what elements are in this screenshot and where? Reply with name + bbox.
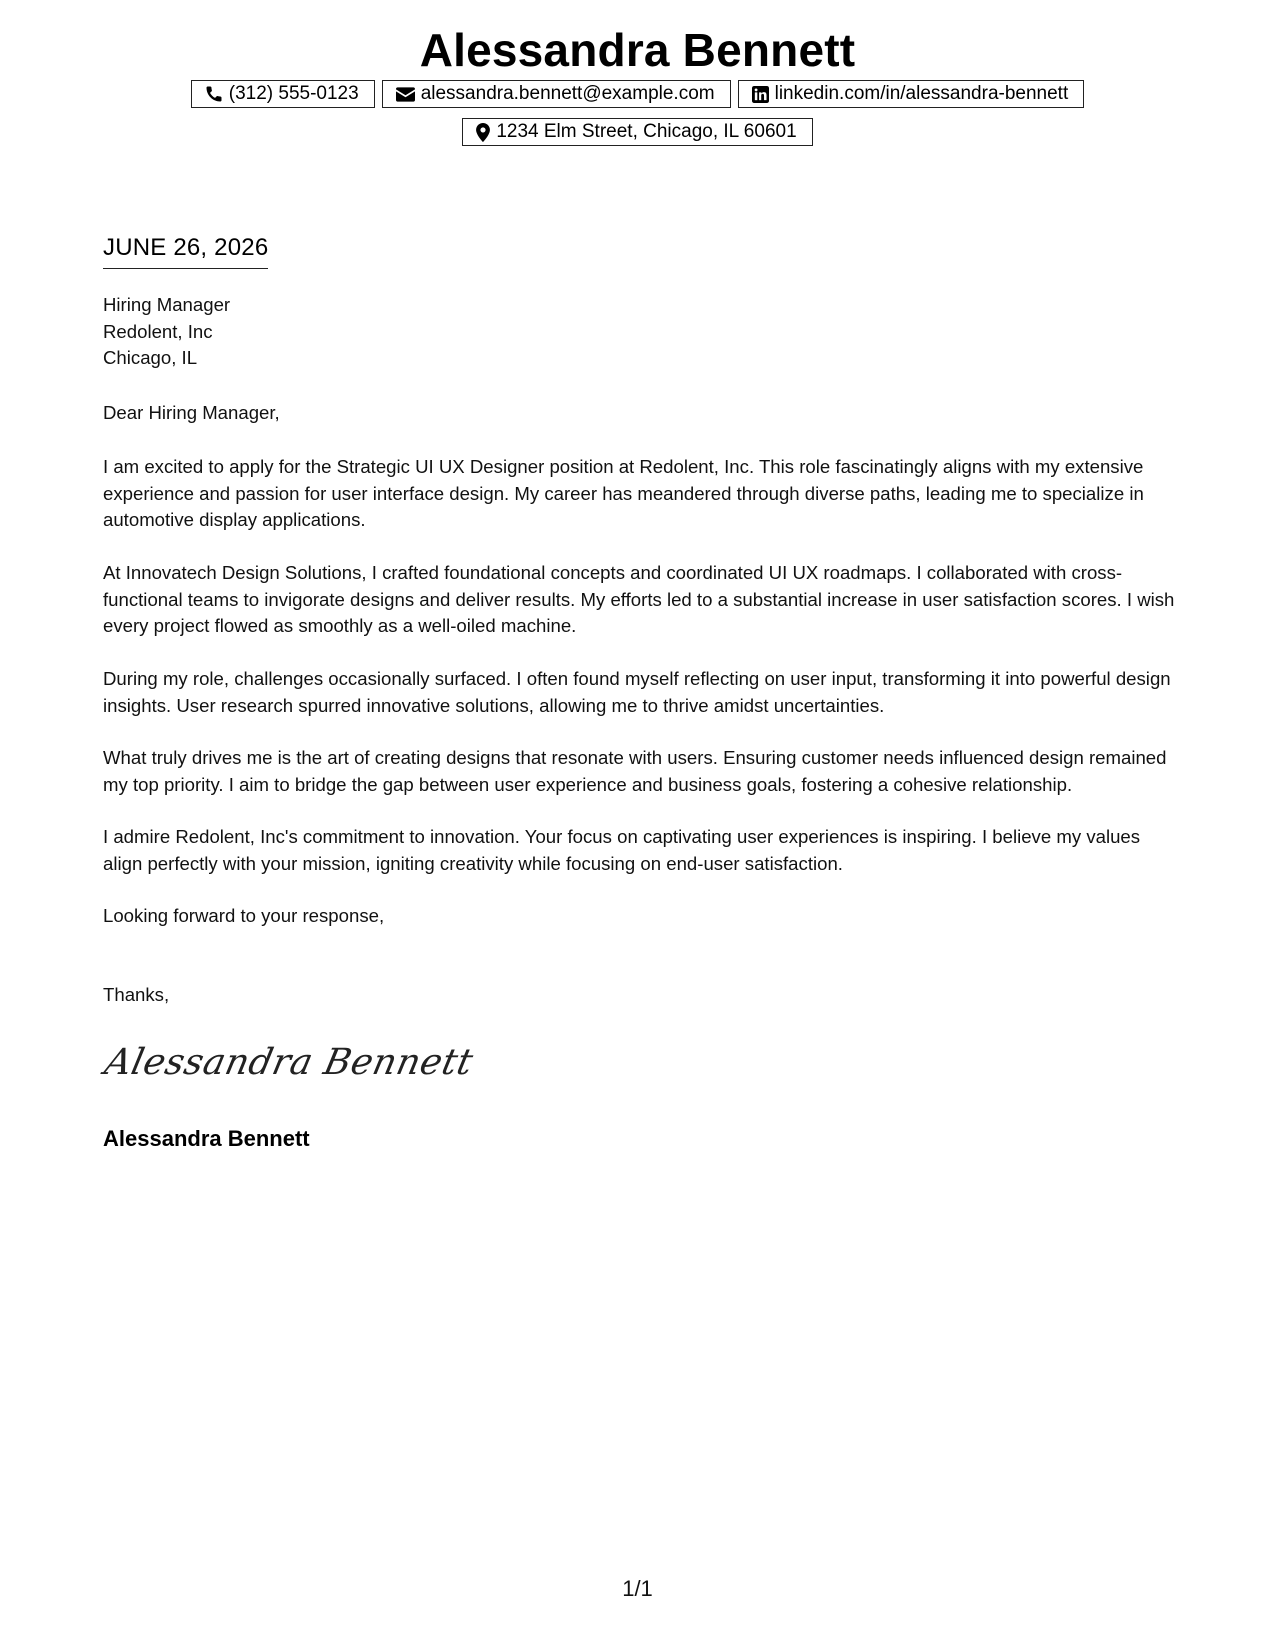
- paragraph: During my role, challenges occasionally surfaced. I often found myself reflecting on user input, transforming it into powerful design insights. User research spurred innovative solutions, allowing me to thrive amidst uncertainties.: [103, 668, 1171, 716]
- envelope-icon: [396, 87, 415, 102]
- contact-address[interactable]: [462, 118, 812, 146]
- sign-off: Thanks,: [103, 984, 170, 1005]
- recipient-company: Redolent, Inc: [103, 320, 213, 342]
- linkedin-text: linkedin.com/in/alessandra-bennett: [774, 83, 1069, 104]
- paragraph: What truly drives me is the art of creating designs that resonate with users. Ensuring customer needs influenced design remained my top priority. I aim to bridge the gap between user experience and business goals, fostering a cohesive relationship.: [103, 747, 1167, 795]
- paragraph: At Innovatech Design Solutions, I crafted foundational concepts and coordinated UI UX roadmaps. I collaborated with cross-functional teams to invigorate designs and deliver results. My efforts led to a substantial increase in user satisfaction scores. I wish every project flowed as smoothly as a well-oiled machine.: [103, 562, 1175, 636]
- page-number: 1/1: [622, 1576, 653, 1601]
- recipient-block: [103, 292, 1178, 372]
- contact-row-primary: [0, 80, 1275, 108]
- letter-date: JUNE 26, 2026: [103, 234, 268, 269]
- paragraph: I admire Redolent, Inc's commitment to innovation. Your focus on captivating user experiences is inspiring. I believe my values align perfectly with your mission, igniting creativity while focusing on end-user satisfaction.: [103, 826, 1141, 874]
- signature-script: Alessandra Bennett: [101, 1042, 477, 1083]
- linkedin-icon: [752, 86, 769, 103]
- contact-linkedin[interactable]: [738, 80, 1085, 108]
- recipient-location: Chicago, IL: [103, 347, 198, 368]
- handwritten-signature: [100, 1038, 477, 1088]
- closing-line: Looking forward to your response,: [103, 905, 385, 926]
- map-marker-icon: [476, 123, 490, 142]
- paragraph: I am excited to apply for the Strategic UI UX Designer position at Redolent, Inc. This role fascinatingly aligns with my extensive experience and passion for user interface design. My career has meandered through diverse paths, leading me to specialize in automotive display applications.: [103, 456, 1144, 530]
- contact-email[interactable]: [382, 80, 731, 108]
- phone-icon: [205, 85, 223, 103]
- email-text: alessandra.bennett@example.com: [420, 83, 715, 104]
- signed-name: Alessandra Bennett: [103, 1126, 310, 1151]
- contact-phone[interactable]: [191, 80, 375, 108]
- salutation: Dear Hiring Manager,: [103, 402, 280, 423]
- contact-row-secondary: [0, 118, 1275, 146]
- phone-text: (312) 555-0123: [228, 83, 359, 104]
- applicant-name: Alessandra Bennett: [419, 24, 856, 76]
- address-text: 1234 Elm Street, Chicago, IL 60601: [496, 121, 797, 142]
- recipient-title: Hiring Manager: [103, 294, 231, 315]
